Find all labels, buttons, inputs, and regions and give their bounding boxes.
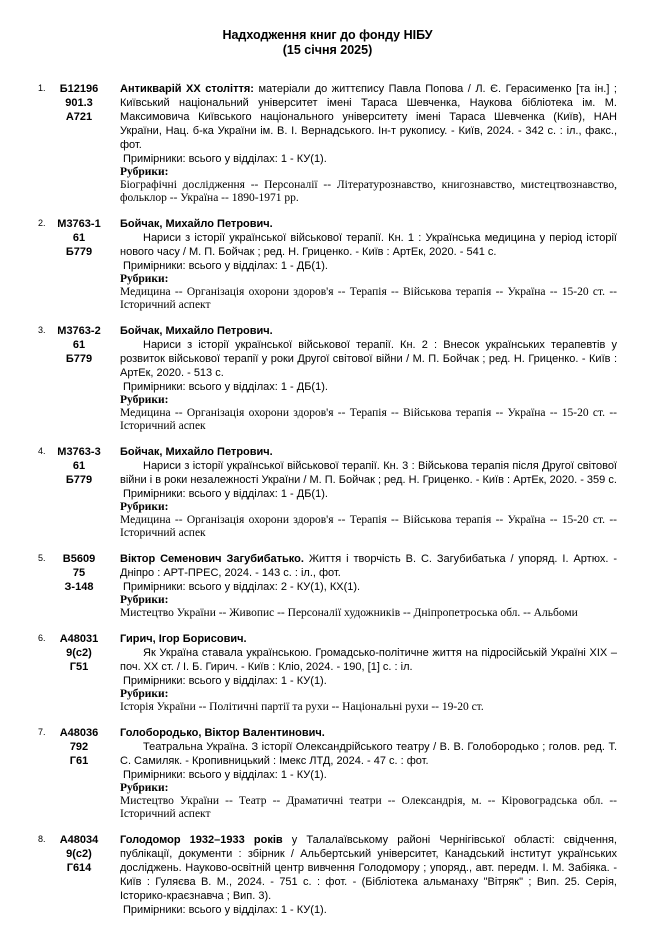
- bibliographic-description: [120, 82, 617, 152]
- page-title-line2: (15 січня 2025): [282, 43, 373, 57]
- copies-info: Примірники: всього у відділах: 1 - ДБ(1).: [123, 260, 328, 272]
- entry-number: 3.: [38, 325, 46, 335]
- rubrics-text: Медицина -- Організація охорони здоров'я -- Терапія -- Військова терапія -- Україна -- 15-20 ст. -- Історичний аспек: [120, 514, 617, 539]
- catalog-entry: [38, 726, 617, 821]
- call-number-line: М3763-1: [57, 218, 101, 230]
- rubrics-label: Рубрики:: [120, 394, 169, 406]
- copies-info: Примірники: всього у відділах: 1 - КУ(1).: [123, 904, 327, 916]
- catalog-entry: [38, 82, 617, 205]
- entry-body: [120, 324, 617, 433]
- call-number-line: 61: [72, 232, 86, 244]
- copies-info: Примірники: всього у відділах: 1 - КУ(1).: [123, 675, 327, 687]
- description-text: Життя і творчість В. С. Загубибатька / упоряд. І. Артюх. - Дніпро : АРТ-ПРЕС, 2024. - 143 с. : іл., фот.: [120, 553, 617, 579]
- call-number-line: Г614: [66, 862, 92, 874]
- call-number-line: В5609: [62, 553, 96, 565]
- bibliographic-description: Нариси з історії української військової терапії. Кн. 2 : Внесок українських терапевтів у розвиток військової терапії у роки Другої світової війни / М. П. Бойчак ; ред. Н. Гриценко. - Київ : АртЕк, 2020. - 513 с.: [120, 339, 617, 379]
- title-bold: Голодомор 1932–1933 років: [120, 834, 283, 846]
- call-number-line: 9(с2): [66, 647, 92, 659]
- entry-number: 8.: [38, 834, 46, 844]
- rubrics-text: Історія України -- Політичні партії та рухи -- Національні рухи -- 19-20 ст.: [120, 701, 484, 713]
- call-number-line: Б779: [65, 474, 93, 486]
- entry-number: 7.: [38, 727, 46, 737]
- call-number-line: 901.3: [65, 97, 93, 109]
- rubrics-text: Медицина -- Організація охорони здоров'я -- Терапія -- Військова терапія -- Україна -- 15-20 ст. -- Історичний аспек: [120, 407, 617, 432]
- entry-body: [120, 552, 617, 620]
- rubrics-label: Рубрики:: [120, 501, 169, 513]
- copies-info: Примірники: всього у відділах: 1 - ДБ(1).: [123, 381, 328, 393]
- call-number: [48, 82, 110, 205]
- author-heading: Бойчак, Михайло Петрович.: [120, 446, 273, 458]
- bibliographic-description: Нариси з історії української військової терапії. Кн. 1 : Українська медицина у період історії нового часу / М. П. Бойчак ; ред. Н. Гриценко. - Київ : АртЕк, 2020. - 541 с.: [120, 232, 617, 258]
- author-heading: Бойчак, Михайло Петрович.: [120, 218, 273, 230]
- description-text: матеріали до життєпису Павла Попова / Л. Є. Герасименко [та ін.] ; Київський національний університет імені Тараса Шевченка, Наукова бібліотека ім. М. Максимовича Київського національного університету імені Тараса Шевченка (Київ), НАН України, Нац. б-ка України ім. В. І. Вернадського. Ін-т рукопису. - Київ, 2024. - 342 с. : іл., факс., фот.: [120, 83, 617, 151]
- rubrics-text: Біографічні дослідження -- Персоналії -- Літературознавство, книгознавство, мистецтвознавство, фольклор -- Україна -- 1890-1971 рр.: [120, 179, 617, 204]
- call-number: [48, 445, 110, 540]
- copies-info: Примірники: всього у відділах: 1 - КУ(1).: [123, 153, 327, 165]
- entry-number: 6.: [38, 633, 46, 643]
- rubrics-text: Мистецтво України -- Живопис -- Персоналії художників -- Дніпропетроська обл. -- Альбоми: [120, 607, 578, 619]
- rubrics-label: Рубрики:: [120, 166, 169, 178]
- call-number-line: Г61: [69, 755, 89, 767]
- rubrics-label: Рубрики:: [120, 273, 169, 285]
- bibliographic-description: Театральна Україна. З історії Олександрійського театру / В. В. Голобородько ; голов. ред. Т. С. Самиляк. - Кропивницький : Імекс ЛТД, 2024. - 47 с. : фот.: [120, 741, 617, 767]
- entry-number: 5.: [38, 553, 46, 563]
- catalog-entry: [38, 324, 617, 433]
- entry-body: [120, 726, 617, 821]
- bibliographic-description: [120, 552, 617, 580]
- entry-body: [120, 632, 617, 714]
- catalog-entry: [38, 833, 617, 917]
- catalog-entry: [38, 217, 617, 312]
- author-heading: Голобородько, Віктор Валентинович.: [120, 727, 325, 739]
- page-title-line1: Надходження книг до фонду НІБУ: [222, 28, 433, 42]
- catalog-entry: [38, 552, 617, 620]
- entry-list: [38, 82, 617, 917]
- copies-info: Примірники: всього у відділах: 1 - КУ(1).: [123, 769, 327, 781]
- rubrics-label: Рубрики:: [120, 594, 169, 606]
- call-number-line: А48031: [59, 633, 99, 645]
- call-number: [48, 833, 110, 917]
- bibliographic-description: Нариси з історії української військової терапії. Кн. 3 : Військова терапія після Другої світової війни і в роки незалежності України / М. П. Бойчак ; ред. Н. Гриценко. - Київ : АртЕк, 2020. - 359 с.: [120, 460, 617, 486]
- call-number-line: 9(с2): [66, 848, 92, 860]
- title-bold: Віктор Семенович Загубибатько.: [120, 553, 304, 565]
- entry-number: 2.: [38, 218, 46, 228]
- call-number-line: А721: [65, 111, 93, 123]
- call-number-line: 61: [72, 460, 86, 472]
- bibliographic-description: [120, 833, 617, 903]
- copies-info: Примірники: всього у відділах: 1 - ДБ(1).: [123, 488, 328, 500]
- entry-body: [120, 82, 617, 205]
- call-number-line: Б12196: [59, 83, 99, 95]
- bibliographic-description: Як Україна ставала українською. Громадсько-політичне життя на підросійській Україні XIX – поч. XX ст. / І. Б. Гирич. - Київ : Кліо, 2024. - 190, [1] с. : іл.: [120, 647, 617, 673]
- author-heading: Гирич, Ігор Борисович.: [120, 633, 247, 645]
- rubrics-label: Рубрики:: [120, 688, 169, 700]
- entry-body: [120, 445, 617, 540]
- call-number: [48, 632, 110, 714]
- call-number-line: М3763-3: [57, 446, 101, 458]
- call-number: [48, 726, 110, 821]
- call-number-line: 792: [69, 741, 89, 753]
- author-heading: Бойчак, Михайло Петрович.: [120, 325, 273, 337]
- call-number-line: 75: [72, 567, 86, 579]
- call-number-line: З-148: [64, 581, 94, 593]
- call-number-line: А48034: [59, 834, 99, 846]
- copies-info: Примірники: всього у відділах: 2 - КУ(1), КХ(1).: [123, 581, 361, 593]
- rubrics-text: Медицина -- Організація охорони здоров'я -- Терапія -- Військова терапія -- Україна -- 15-20 ст. -- Історичний аспект: [120, 286, 617, 311]
- call-number-line: 61: [72, 339, 86, 351]
- call-number-line: М3763-2: [57, 325, 101, 337]
- call-number-line: Б779: [65, 353, 93, 365]
- page-title: [38, 28, 617, 58]
- call-number: [48, 552, 110, 620]
- description-text: у Талалаївському районі Чернігівської області: свідчення, публікації, документи : збірник / Альбертський університет, Канадський інститут українських досліджень. Науково-освітній центр вивчення Голодомору ; упоряд., авт. передм. І. М. Забіяка. - Київ : Гуляєва В. М., 2024. - 751 с. : фот. - (Бібліотека альманаху "Вітряк" ; Вип. 25. Серія, Історико-краєзнавча ; Вип. 3).: [120, 834, 617, 902]
- entry-body: [120, 217, 617, 312]
- call-number-line: Б779: [65, 246, 93, 258]
- catalog-entry: [38, 632, 617, 714]
- rubrics-text: Мистецтво України -- Театр -- Драматичні театри -- Олександрія, м. -- Кіровоградська обл. -- Історичний аспект: [120, 795, 617, 820]
- call-number-line: Г51: [69, 661, 89, 673]
- call-number: [48, 217, 110, 312]
- entry-number: 1.: [38, 83, 46, 93]
- call-number: [48, 324, 110, 433]
- rubrics-label: Рубрики:: [120, 782, 169, 794]
- entry-number: 4.: [38, 446, 46, 456]
- catalog-entry: [38, 445, 617, 540]
- entry-body: [120, 833, 617, 917]
- title-bold: Антикварій XX століття:: [120, 83, 254, 95]
- call-number-line: А48036: [59, 727, 99, 739]
